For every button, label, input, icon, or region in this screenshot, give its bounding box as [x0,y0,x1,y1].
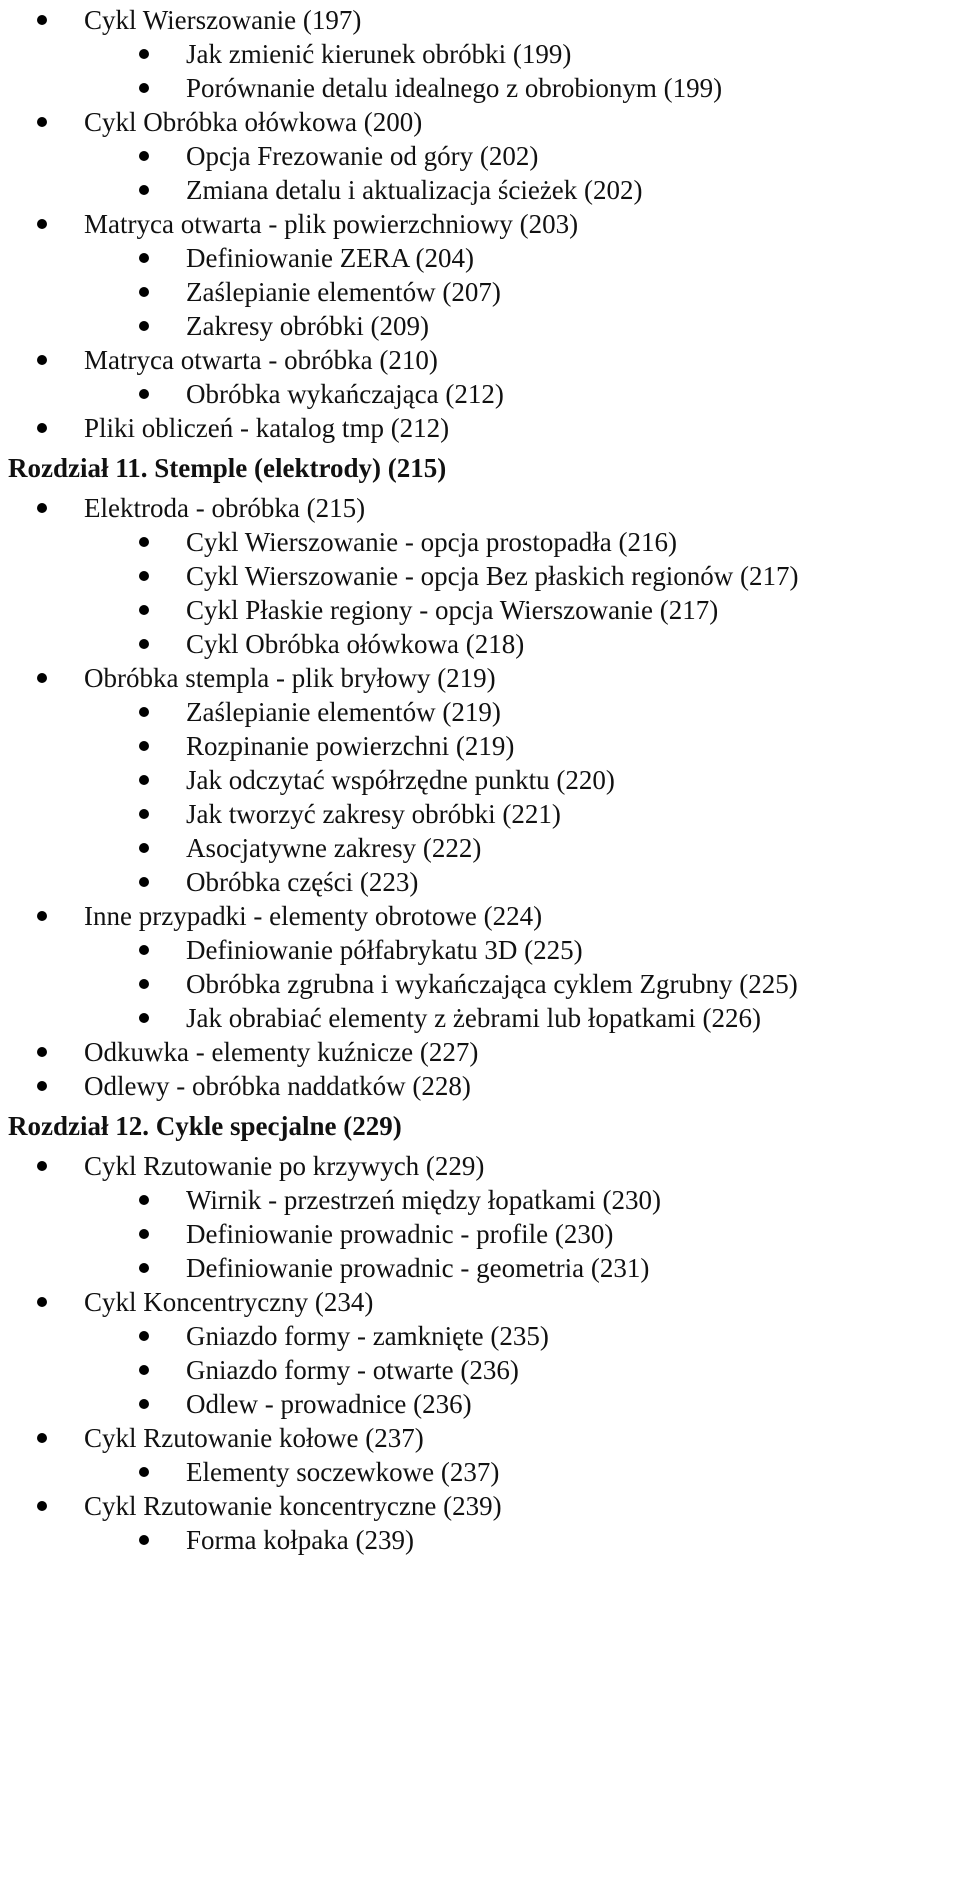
bullet-icon [37,1433,47,1443]
toc-entry-text: Asocjatywne zakresy (222) [186,833,482,863]
chapter-title: Rozdział 12. Cykle specjalne (229) [8,1111,402,1141]
bullet-icon [139,809,149,819]
bullet-icon [37,1047,47,1057]
toc-entry-text: Cykl Obróbka ołówkowa (200) [84,107,423,137]
bullet-icon [37,15,47,25]
bullet-icon [139,151,149,161]
toc-entry-text: Pliki obliczeń - katalog tmp (212) [84,413,450,443]
bullet-icon [139,83,149,93]
toc-entry-text: Jak obrabiać elementy z żebrami lub łopatkami (226) [186,1003,762,1033]
bullet-icon [37,1297,47,1307]
bullet-icon [139,1229,149,1239]
bullet-icon [37,673,47,683]
chapter-title: Rozdział 11. Stemple (elektrody) (215) [8,453,447,483]
toc-entry-text: Odlew - prowadnice (236) [186,1389,472,1419]
toc-entry-text: Obróbka stempla - plik bryłowy (219) [84,663,496,693]
bullet-icon [37,117,47,127]
bullet-icon [139,389,149,399]
toc-entry-text: Jak odczytać współrzędne punktu (220) [186,765,615,795]
bullet-icon [139,1263,149,1273]
bullet-icon [37,423,47,433]
toc-entry-text: Elektroda - obróbka (215) [84,493,366,523]
bullet-icon [139,49,149,59]
toc-entry-text: Gniazdo formy - otwarte (236) [186,1355,519,1385]
bullet-icon [139,1195,149,1205]
bullet-icon [37,355,47,365]
bullet-icon [37,1161,47,1171]
chapter-heading [0,448,960,488]
bullet-icon [139,1399,149,1409]
bullet-icon [139,287,149,297]
toc-entry-text: Zakresy obróbki (209) [186,311,429,341]
bullet-icon [139,1535,149,1545]
bullet-icon [139,707,149,717]
toc-entry-text: Cykl Rzutowanie po krzywych (229) [84,1151,485,1181]
bullet-icon [139,1365,149,1375]
bullet-icon [37,911,47,921]
toc-entry-text: Obróbka części (223) [186,867,419,897]
toc-entry-text: Porównanie detalu idealnego z obrobionym (199) [186,73,723,103]
toc-entry-text: Cykl Płaskie regiony - opcja Wierszowanie (217) [186,595,719,625]
toc-entry-text: Inne przypadki - elementy obrotowe (224) [84,901,543,931]
toc-entry [0,408,960,448]
toc-entry-text: Rozpinanie powierzchni (219) [186,731,515,761]
toc-entry-text: Cykl Wierszowanie - opcja Bez płaskich regionów (217) [186,561,799,591]
toc-entry-text: Matryca otwarta - obróbka (210) [84,345,438,375]
toc-entry-text: Odlewy - obróbka naddatków (228) [84,1071,471,1101]
chapter-heading [0,1106,960,1146]
bullet-icon [139,1013,149,1023]
toc-entry-text: Zaślepianie elementów (219) [186,697,501,727]
toc-entry-text: Cykl Rzutowanie koncentryczne (239) [84,1491,502,1521]
toc-entry-text: Opcja Frezowanie od góry (202) [186,141,539,171]
toc-entry-text: Zaślepianie elementów (207) [186,277,501,307]
toc-entry [0,1520,960,1560]
bullet-icon [139,741,149,751]
bullet-icon [139,877,149,887]
bullet-icon [37,1501,47,1511]
bullet-icon [139,605,149,615]
toc-entry-text: Jak zmienić kierunek obróbki (199) [186,39,572,69]
toc-entry-text: Obróbka zgrubna i wykańczająca cyklem Zgrubny (225) [186,969,798,999]
bullet-icon [37,219,47,229]
toc-entry [0,1066,960,1106]
toc-entry-text: Wirnik - przestrzeń między łopatkami (230) [186,1185,661,1215]
toc-entry-text: Forma kołpaka (239) [186,1525,414,1555]
bullet-icon [139,1467,149,1477]
toc-entry-text: Cykl Wierszowanie (197) [84,5,362,35]
toc-entry-text: Jak tworzyć zakresy obróbki (221) [186,799,561,829]
toc-entry-text: Matryca otwarta - plik powierzchniowy (203) [84,209,579,239]
bullet-icon [139,945,149,955]
toc-entry-text: Obróbka wykańczająca (212) [186,379,504,409]
bullet-icon [139,321,149,331]
toc-entry-text: Definiowanie półfabrykatu 3D (225) [186,935,583,965]
toc-entry-text: Cykl Wierszowanie - opcja prostopadła (216) [186,527,678,557]
toc-entry-text: Definiowanie prowadnic - geometria (231) [186,1253,650,1283]
bullet-icon [139,185,149,195]
toc-entry-text: Gniazdo formy - zamknięte (235) [186,1321,549,1351]
bullet-icon [139,571,149,581]
toc-entry-text: Odkuwka - elementy kuźnicze (227) [84,1037,479,1067]
bullet-icon [139,253,149,263]
bullet-icon [139,537,149,547]
bullet-icon [139,1331,149,1341]
bullet-icon [37,1081,47,1091]
toc-entry-text: Zmiana detalu i aktualizacja ścieżek (202) [186,175,643,205]
toc-entry-text: Definiowanie prowadnic - profile (230) [186,1219,614,1249]
bullet-icon [139,843,149,853]
bullet-icon [37,503,47,513]
bullet-icon [139,979,149,989]
toc-entry-text: Elementy soczewkowe (237) [186,1457,500,1487]
toc-entry-text: Definiowanie ZERA (204) [186,243,474,273]
bullet-icon [139,775,149,785]
toc-entry-text: Cykl Koncentryczny (234) [84,1287,374,1317]
toc-entry-text: Cykl Rzutowanie kołowe (237) [84,1423,424,1453]
bullet-icon [139,639,149,649]
toc-entry-text: Cykl Obróbka ołówkowa (218) [186,629,525,659]
